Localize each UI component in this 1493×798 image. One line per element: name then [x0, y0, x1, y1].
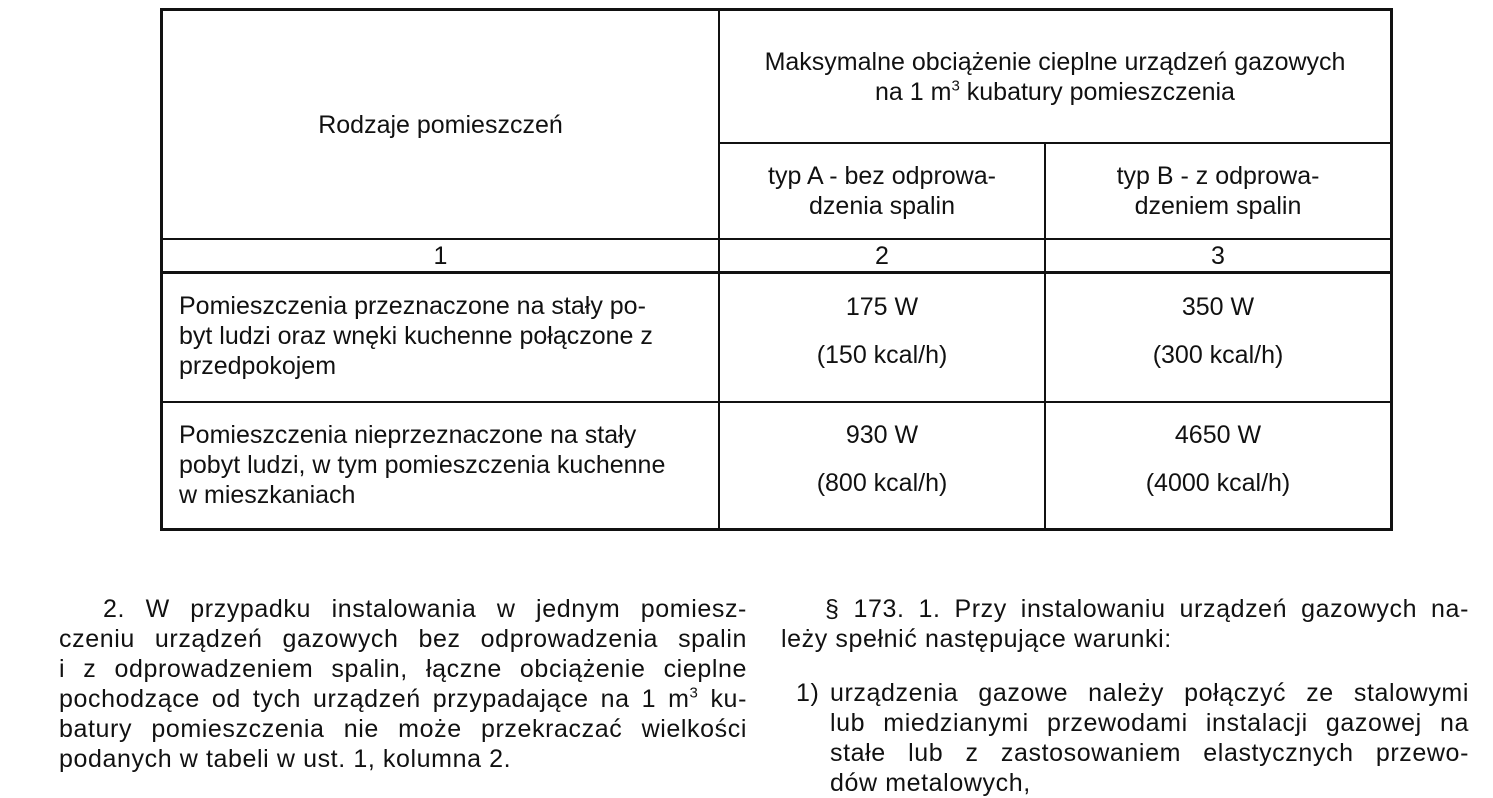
list-item-marker: 1)	[796, 679, 820, 707]
row-type-b-value: 350 W (300 kcal/h)	[1152, 293, 1284, 369]
column-number-2: 2	[875, 241, 889, 270]
column-number-3: 3	[1211, 241, 1225, 270]
table-row	[163, 403, 1390, 528]
paragraph-section-173: § 173. 1. Przy instalowaniu urządzeń gazowych na- leży spełnić następujące warunki:	[781, 595, 1469, 653]
row-type-a-value: 175 W (150 kcal/h)	[816, 293, 948, 369]
row-type-b-value: 4650 W (4000 kcal/h)	[1145, 421, 1291, 497]
row-type-a-value: 930 W (800 kcal/h)	[816, 421, 948, 497]
header-type-a: typ A - bez odprowa- dzenia spalin	[768, 162, 996, 220]
row-room-type: Pomieszczenia przeznaczone na stały po- byt ludzi oraz wnęki kuchenne połączone z przedpokojem	[179, 292, 653, 380]
header-room-types	[163, 11, 718, 238]
paragraph-section-2: 2. W przypadku instalowania w jednym pomiesz- czeniu urządzeń gazowych bez odprowadzenia spalin i z odprowadzeniem spalin, łączne obciążenie cieplne pochodzące od tych urządzeń przypadające na 1 $m^3$ ku- batury pomieszczenia nie może przekraczać wielkości podanych w tabeli w ust. 1, kolumna 2.	[59, 595, 747, 773]
column-number-1: 1	[433, 241, 448, 270]
header-max-load	[720, 11, 1390, 142]
table-row	[163, 274, 1390, 401]
header-type-b: typ B - z odprowa- dzeniem spalin	[1116, 162, 1320, 220]
header-max-load-line2: na 1 $m^3$ kubatury pomieszczenia	[875, 77, 1235, 106]
gas-load-table	[160, 8, 1393, 531]
row-room-type: Pomieszczenia nieprzeznaczone na stały pobyt ludzi, w tym pomieszczenia kuchenne w mieszkaniach	[179, 421, 666, 509]
paragraph-line-with-superscript: pochodzące od tych urządzeń przypadające na 1 $m^3$ ku-	[59, 684, 747, 713]
header-room-types-label: Rodzaje pomieszczeń	[318, 110, 563, 139]
header-max-load-line1: Maksymalne obciążenie cieplne urządzeń gazowych	[764, 47, 1346, 76]
